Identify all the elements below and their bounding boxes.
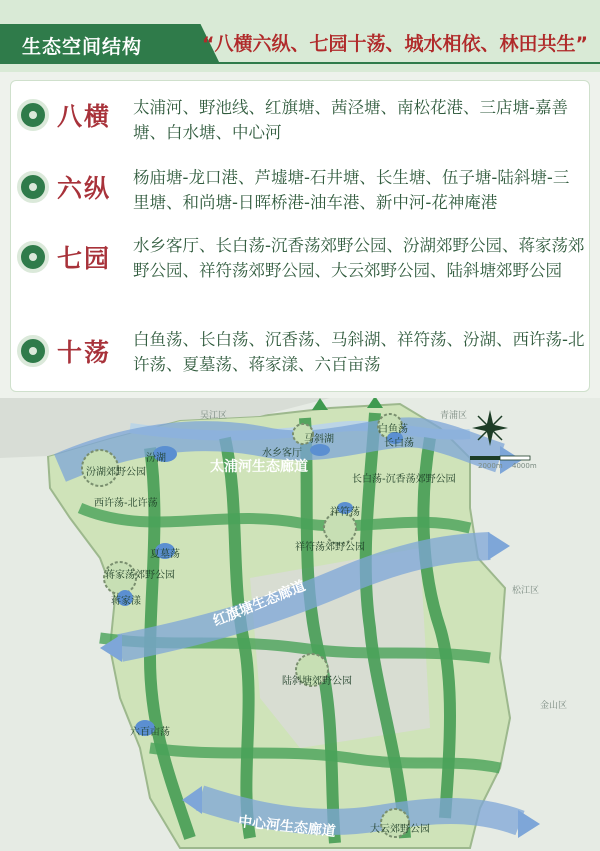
eco-structure-map — [0, 398, 600, 851]
header-band — [0, 0, 600, 72]
lake-label: 蒋家漾 — [111, 596, 141, 607]
structure-desc: 杨庙塘-龙口港、芦墟塘-石井塘、长生塘、伍子塘-陆斜塘-三里塘、和尚塘-日晖桥港-油车港、新中河-花神庵港 — [133, 168, 570, 212]
lake-label: 祥符荡 — [330, 507, 360, 518]
structure-key: 八横 — [57, 102, 112, 131]
bullet-icon — [17, 171, 49, 203]
park-label: 长白荡-沉香荡郊野公园 — [352, 474, 456, 485]
park-label: 水乡客厅 — [262, 448, 302, 459]
lake-label: 夏墓荡 — [150, 549, 180, 560]
park-label: 蒋家荡郊野公园 — [105, 570, 175, 581]
lake-label: 汾湖 — [146, 453, 166, 464]
park-label: 陆斜塘郊野公园 — [282, 676, 352, 687]
scale-bar — [470, 456, 530, 460]
structure-key: 十荡 — [57, 338, 112, 367]
district-label: 金山区 — [540, 701, 568, 711]
bullet-icon — [17, 335, 49, 367]
structure-desc: 白鱼荡、长白荡、沉香荡、马斜湖、祥符荡、汾湖、西许荡-北许荡、夏墓荡、蒋家漾、六百亩荡 — [133, 330, 585, 374]
scale-label: 2000m — [478, 462, 503, 470]
corridor-label: 红旗塘生态廊道 — [210, 578, 308, 630]
section-title-box — [0, 24, 200, 64]
arrow-icon — [518, 810, 540, 838]
lake-label: 长白荡 — [384, 438, 414, 449]
section-title: 生态空间结构 — [22, 36, 143, 58]
corridor-label: 中心河生态廊道 — [237, 813, 337, 841]
lake-label: 西许荡-北许荡 — [94, 498, 158, 509]
park-label: 汾湖郊野公园 — [86, 467, 146, 478]
lake-label: 白鱼荡 — [378, 424, 408, 435]
structure-key: 七园 — [57, 244, 112, 273]
corridor-label: 太浦河生态廊道 — [210, 459, 308, 475]
structure-desc: 太浦河、野池线、红旗塘、茜泾塘、南松花港、三店塘-嘉善塘、白水塘、中心河 — [133, 98, 568, 142]
structure-panel — [10, 80, 590, 392]
header-underline — [200, 62, 600, 64]
scale-label: 4000m — [512, 462, 537, 470]
structure-key: 六纵 — [57, 174, 112, 203]
slogan: “八横六纵、七园十荡、城水相依、林田共生” — [202, 33, 588, 55]
arrow-icon — [488, 532, 510, 560]
bullet-icon — [17, 241, 49, 273]
bullet-icon — [17, 99, 49, 131]
park-label: 大云郊野公园 — [370, 824, 430, 835]
lake-label: 马斜湖 — [304, 434, 334, 445]
structure-desc: 水乡客厅、长白荡-沉香荡郊野公园、汾湖郊野公园、蒋家荡郊野公园、祥符荡郊野公园、大云郊野公园、陆斜塘郊野公园 — [133, 236, 585, 280]
district-label: 吴江区 — [200, 411, 228, 421]
arrow-icon — [367, 398, 383, 408]
park-label: 祥符荡郊野公园 — [295, 542, 365, 553]
district-label: 青浦区 — [440, 411, 468, 421]
lake-label: 六百亩荡 — [130, 727, 170, 738]
district-label: 松江区 — [512, 586, 540, 596]
